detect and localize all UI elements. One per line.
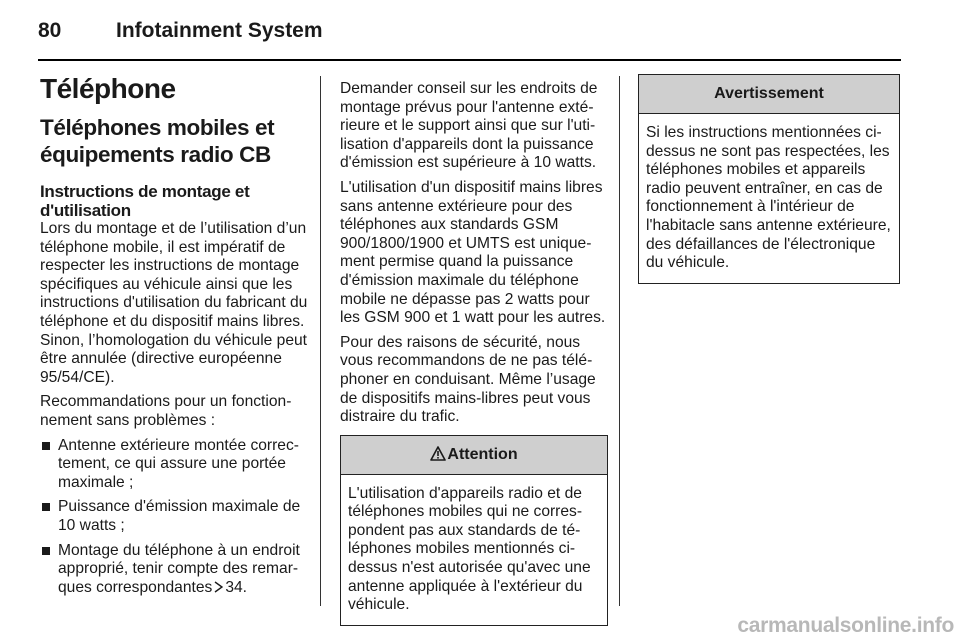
column-1 xyxy=(40,74,308,603)
attention-header xyxy=(341,436,607,475)
attention-title: Attention xyxy=(447,445,518,463)
recommendations-paragraph: Recommandations pour un fonctionnement sans problèmes : xyxy=(40,393,292,429)
warning-body: Si les instructions mentionnées ci-dessus ne sont pas respectées, les téléphones mobiles et appareils radio peuvent entraîner, en cas de fonctionnement à l'intérieur de l'habitacle sans antenne extérieure, des défaillances de l'électronique du véhicule. xyxy=(646,124,891,272)
watermark: carmanualsonline.info xyxy=(737,614,954,637)
warning-header: Avertissement xyxy=(639,75,899,114)
section-title: Téléphone xyxy=(40,73,176,104)
list-item: Montage du téléphone à un endroit approprié, tenir compte des remarques correspondantes 34. xyxy=(40,542,308,598)
running-title: Infotainment System xyxy=(116,19,323,42)
paragraph: L'utilisation d'un dispositif mains libres sans antenne extérieure pour des téléphones aux standards GSM 900/1800/1900 et UMTS est uniquement permise quand la puissance d'émission maximale du téléphone mobile ne dépasse pas 2 watts pour les GSM 900 et 1 watt pour les autres. xyxy=(340,178,606,327)
column-divider-1 xyxy=(320,76,321,606)
attention-box xyxy=(340,435,608,626)
column-divider-2 xyxy=(619,76,620,606)
bullet-icon xyxy=(42,442,50,450)
warning-box xyxy=(638,74,900,284)
intro-paragraph: Lors du montage et de l’utilisation d’un téléphone mobile, il est impératif de respecter les instructions de montage spécifiques au véhicule ainsi que les instructions d'utilisation du fabricant du téléphone et du dispositif mains libres. Sinon, l’homologation du véhicule peut être annulée (directive européenne 95/54/CE). xyxy=(40,220,308,386)
column-3 xyxy=(638,74,900,284)
paragraph: Demander conseil sur les endroits de montage prévus pour l'antenne extérieure et le support ainsi que sur l'utilisation d'appareils dont la puissance d'émission est supérieure à 10 watts. xyxy=(340,80,598,172)
page-reference[interactable]: 34. xyxy=(225,578,247,596)
subsubsection-title: Instructions de montage et d'utilisation xyxy=(40,182,250,220)
column-2 xyxy=(340,80,608,626)
bullet-icon xyxy=(42,503,50,511)
bullet-icon xyxy=(42,547,50,555)
attention-body: L'utilisation d'appareils radio et de téléphones mobiles qui ne correspondent pas aux standards de téléphones mobiles mentionnés ci-dessus n'est autorisée qu'avec une antenne appliquée à l'extérieur du véhicule. xyxy=(348,484,591,614)
list-item: Puissance d'émission maximale de 10 watts ; xyxy=(40,498,308,535)
paragraph: Pour des raisons de sécurité, nous vous recommandons de ne pas téléphoner en conduisant. Même l’usage de dispositifs mains-libres peut vous distraire du trafic. xyxy=(340,333,596,426)
page-header xyxy=(38,19,323,47)
list-item: Antenne extérieure montée correctement, ce qui assure une portée maximale ; xyxy=(40,437,308,493)
header-rule xyxy=(38,59,901,61)
recommendations-list xyxy=(40,437,308,598)
warning-triangle-icon xyxy=(430,446,446,461)
page-number: 80 xyxy=(38,19,62,42)
subsection-title: Téléphones mobiles et équipements radio CB xyxy=(40,115,275,167)
page-reference-arrow-icon xyxy=(214,581,223,593)
